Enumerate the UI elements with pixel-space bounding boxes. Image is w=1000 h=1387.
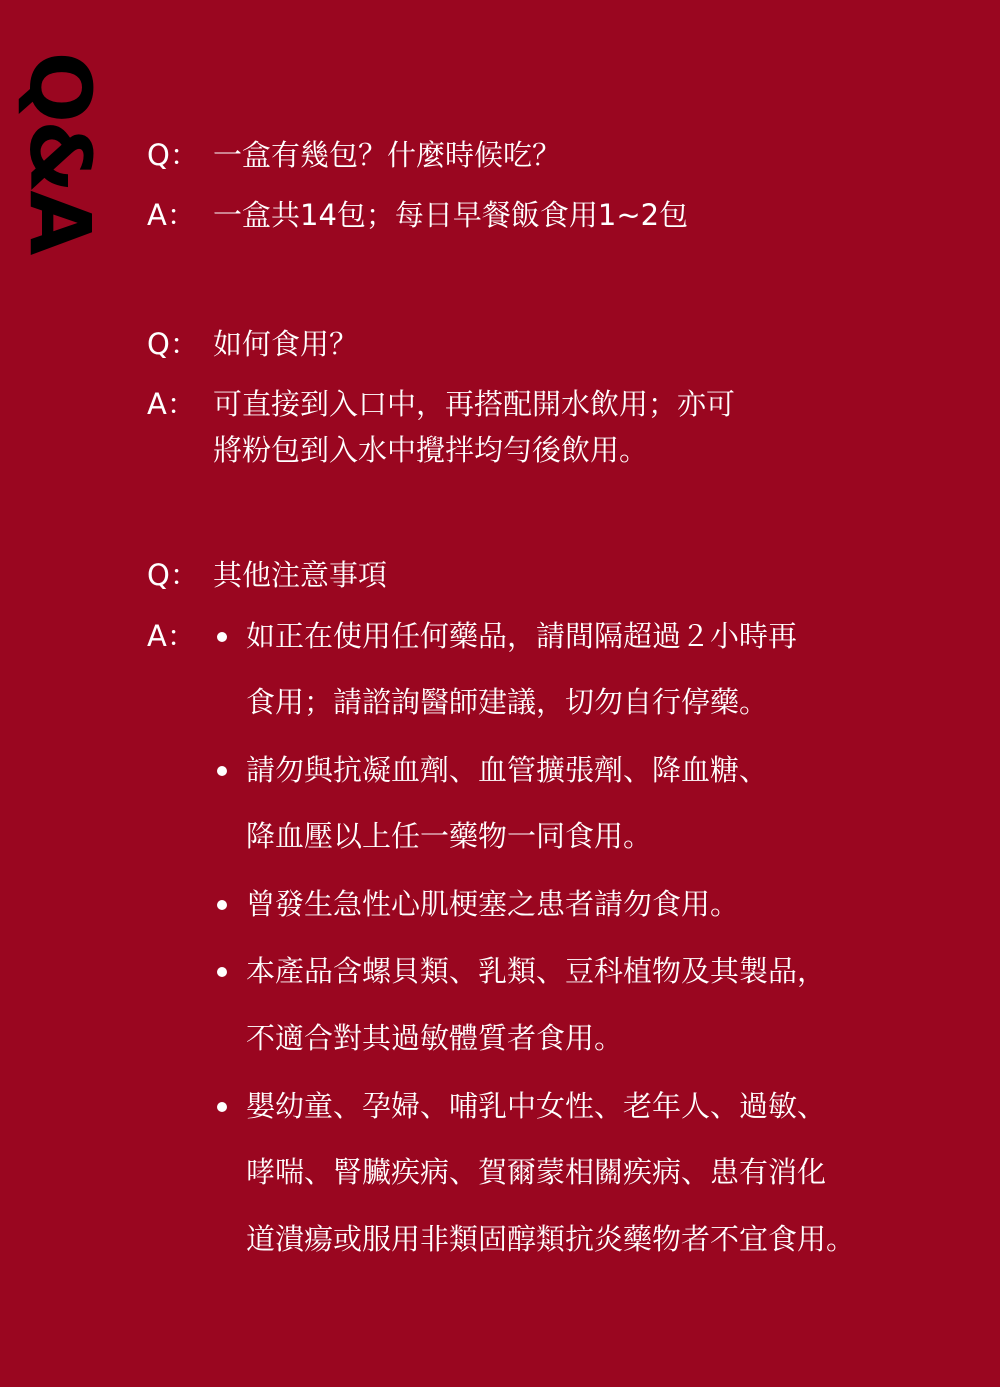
bullet-line: 不適合對其過敏體質者食用。 <box>246 1021 624 1055</box>
bullet-line: 道潰瘍或服用非類固醇類抗炎藥物者不宜食用。 <box>246 1222 856 1256</box>
question-prefix: Q： <box>147 558 199 592</box>
question-1 <box>147 138 562 172</box>
bullet-line: 哮喘、腎臟疾病、賀爾蒙相關疾病、患有消化 <box>246 1155 827 1189</box>
question-text: 一盒有幾包？什麼時候吃？ <box>213 138 562 172</box>
qa-logo <box>11 45 109 260</box>
answer-prefix: A： <box>147 198 196 232</box>
question-3 <box>147 558 388 592</box>
bullet-line: 曾發生急性心肌梗塞之患者請勿食用。 <box>246 887 740 921</box>
answer-text-line: 可直接到入口中，再搭配開水飲用；亦可 <box>213 387 736 421</box>
answer-1 <box>147 198 689 232</box>
question-text: 如何食用？ <box>213 327 359 361</box>
bullet-line: 請勿與抗凝血劑、血管擴張劑、降血糖、 <box>246 753 769 787</box>
bullet-dot <box>217 1102 227 1112</box>
answer-prefix: A： <box>147 619 196 653</box>
qa-logo-text: Q&A <box>11 51 109 253</box>
bullet-dot <box>217 967 227 977</box>
bullet-dot <box>217 766 227 776</box>
bullet-line: 嬰幼童、孕婦、哺乳中女性、老年人、過敏、 <box>246 1089 827 1123</box>
bullet-line: 如正在使用任何藥品，請間隔超過２小時再 <box>246 619 798 653</box>
question-prefix: Q： <box>147 138 199 172</box>
question-text: 其他注意事項 <box>213 558 388 592</box>
bullet-line: 食用；請諮詢醫師建議，切勿自行停藥。 <box>246 685 769 719</box>
question-prefix: Q： <box>147 327 199 361</box>
bullet-dot <box>217 632 227 642</box>
bullet-dot <box>217 900 227 910</box>
answer-text: 一盒共14包；每日早餐飯食用1~2包 <box>213 198 689 232</box>
bullet-line: 降血壓以上任一藥物一同食用。 <box>246 819 653 853</box>
bullet-line: 本產品含螺貝類、乳類、豆科植物及其製品， <box>246 954 827 988</box>
answer-text-line: 將粉包到入水中攪拌均勻後飲用。 <box>213 433 649 467</box>
question-2 <box>147 327 359 361</box>
answer-2 <box>147 387 736 421</box>
answer-prefix: A： <box>147 387 196 421</box>
answer-3-prefix-row <box>147 619 213 653</box>
